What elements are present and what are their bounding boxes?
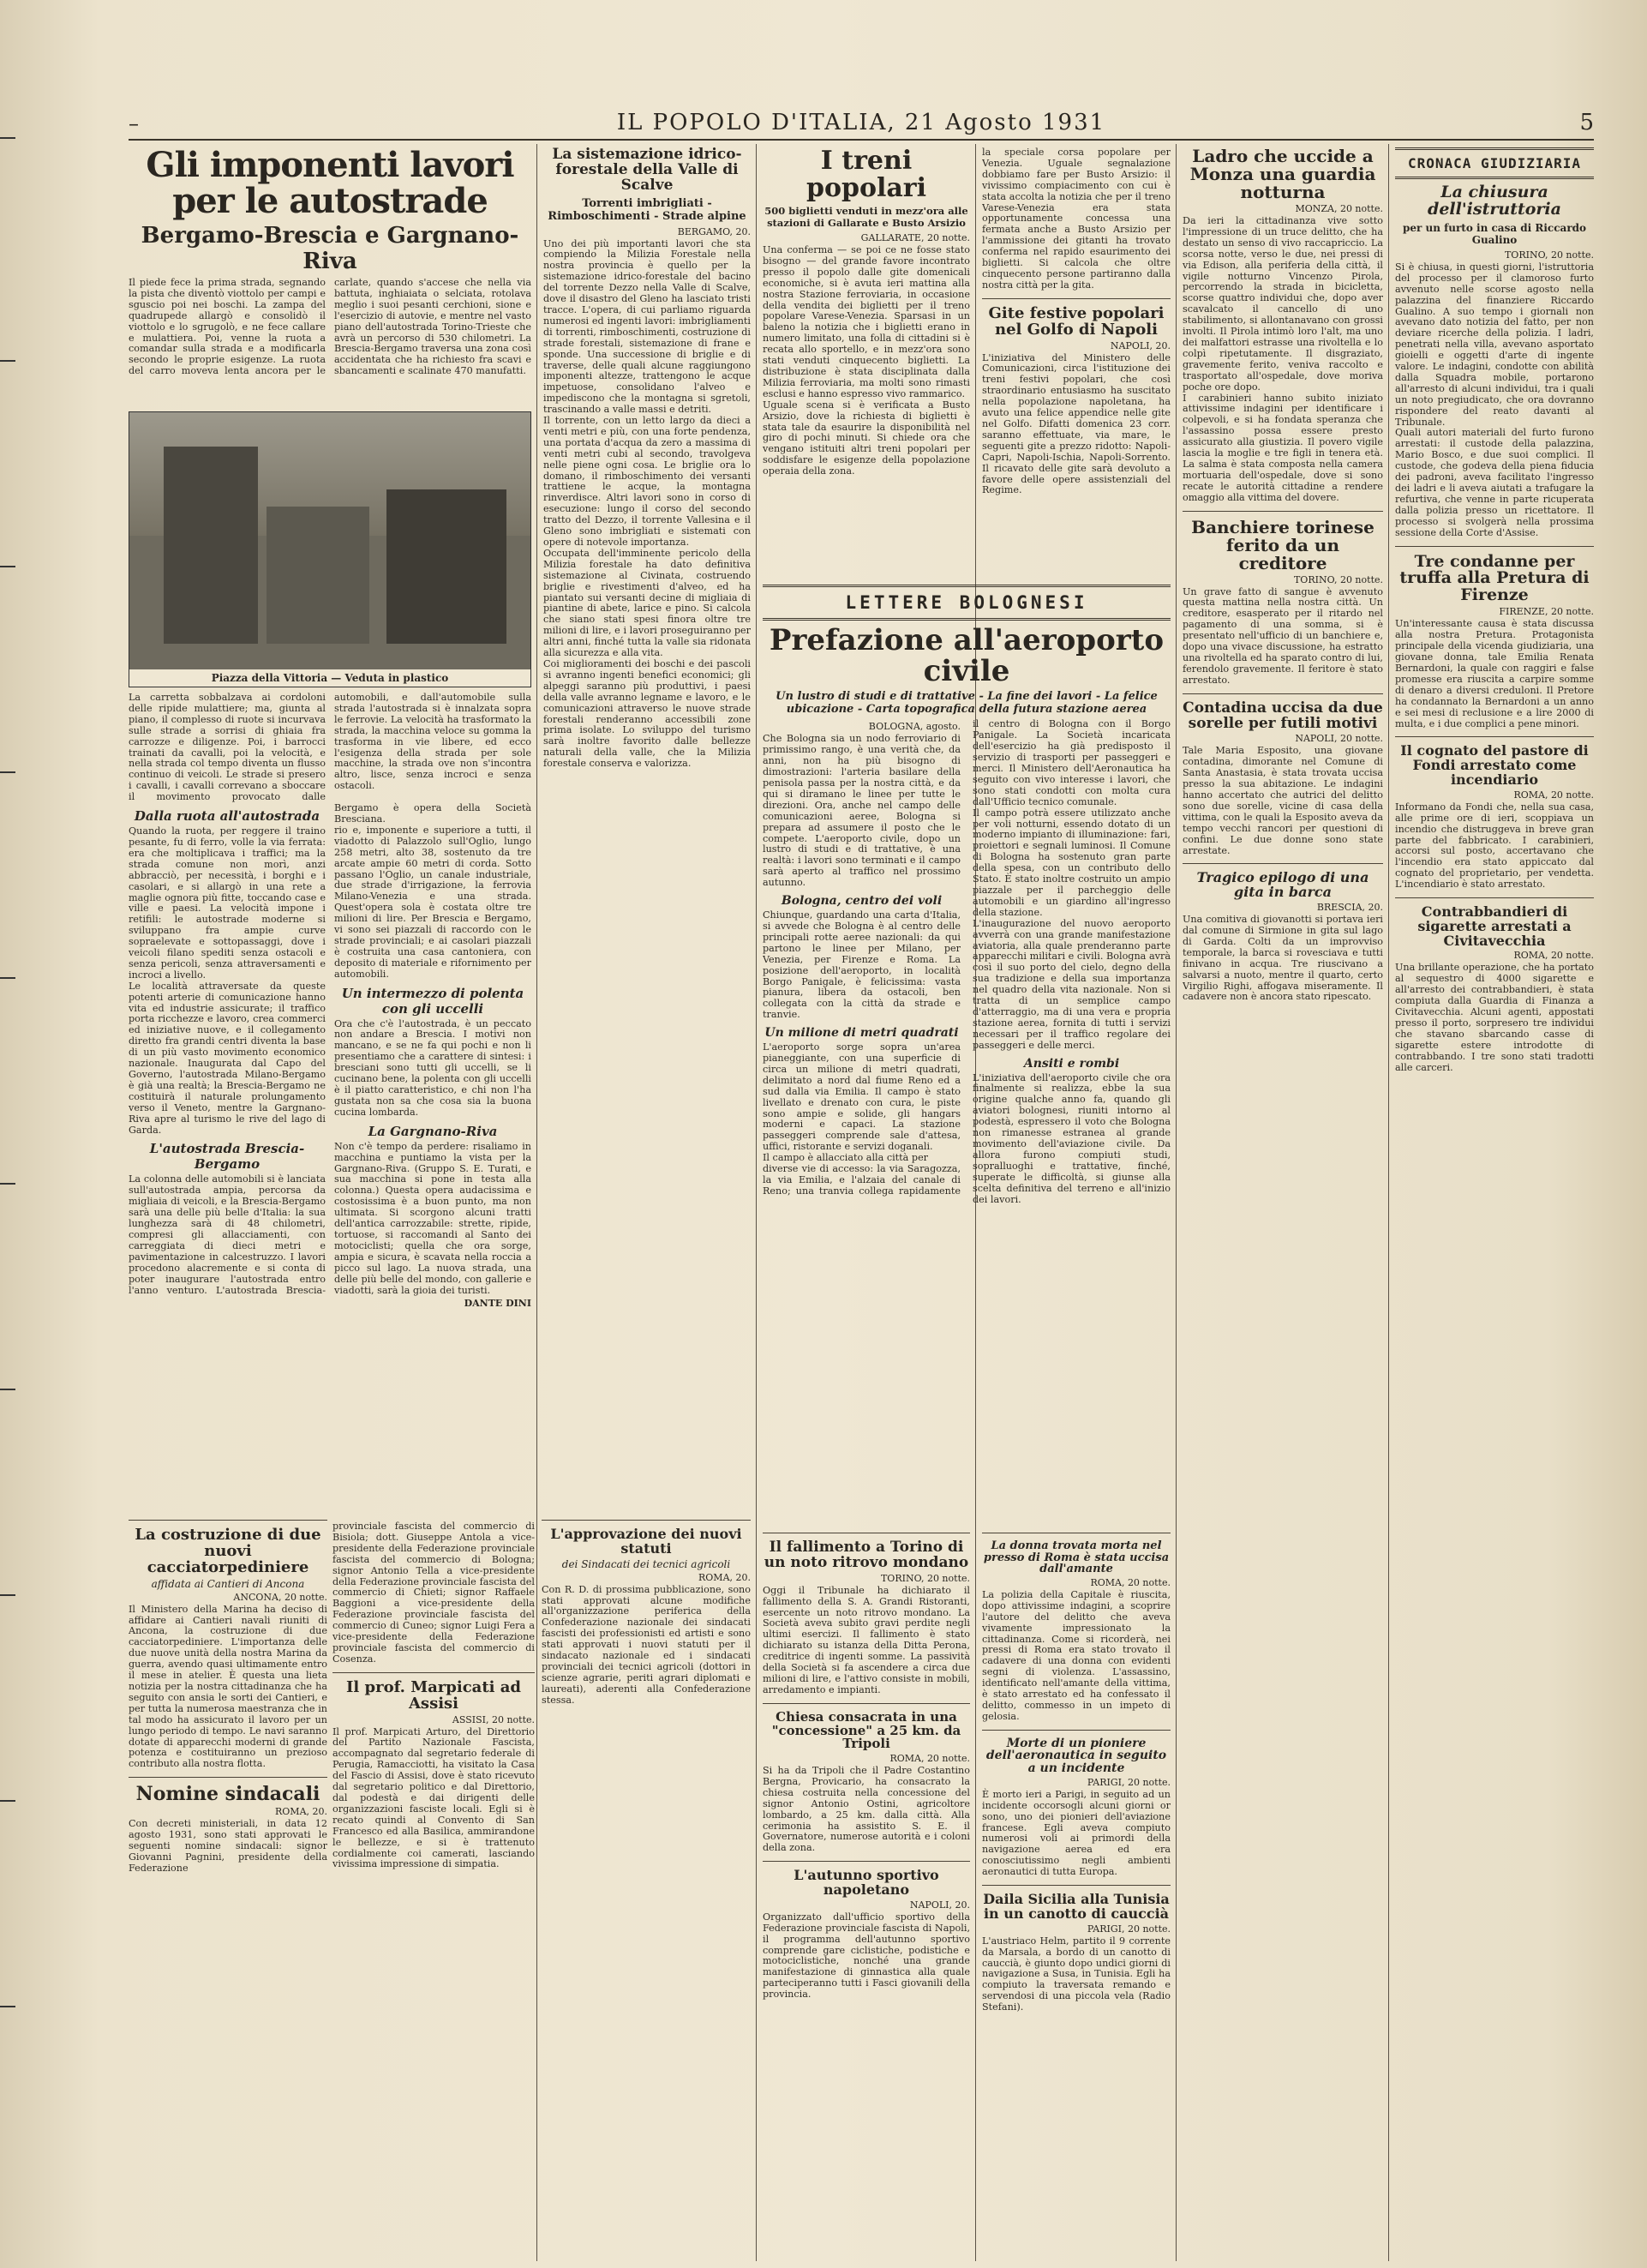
- headline: Il fallimento a Torino di un noto ritrovo mondano: [764, 1539, 969, 1571]
- subhead-ruota: Dalla ruota all'autostrada: [134, 808, 320, 825]
- body-text: Quando la ruota, per reggere il traino pesante, fu di ferro, volle la via ferrata: era che moltiplicava i traffici; ma la strada comune non morì, anzi abbracciò, per necessità, i borghi e i casolari, e si allargò in una rete a maglie ognora più fitte, toccando case e ville e paesi. La velocità impone i retifili: le autostrade moderne si sviluppano fra ampie curve sopraelevate e sottopassaggi, dove i veicoli filano spediti senza ostacoli e senza pericoli, senza attraversamenti e incroci a livello.: [129, 825, 326, 981]
- subhead: 500 biglietti venduti in mezz'ora alle stazioni di Gallarate e Busto Arsizio: [764, 205, 968, 229]
- binding-mark: [0, 2006, 15, 2007]
- dateline: TORINO, 20 notte.: [1504, 249, 1594, 261]
- dateline: NAPOLI, 20 notte.: [1295, 733, 1383, 745]
- body-text: Quali autori materiali del furto furono arrestati: il custode della palazzina, Mario Bosco, e due suoi complici. Il custode, che godeva della piena fiducia dei padroni, aveva facilitato l'ingresso dei ladri e li aveva aiutati a trafugare la refurtiva, che venne in parte ricuperata dalla polizia presso un ricettatore. Il processo si svolgerà nella prossima sessione della Corte d'Assise.: [1395, 427, 1594, 538]
- body-text: Non c'è tempo da perdere: risaliamo in macchina e puntiamo la vista per la Gargnano-Riva. (Gruppo S. E. Turati, e sua macchina si pone in testa alla colonna.) Questa opera audacissima e costosissima è a buon punto, ma non ultimata. Si scorgono alcuni tratti dell'antica carrozzabile: strette, ripide, tortuose, si raccomandi al Santo dei motociclisti; quella che ora sorge, ampia e sicura, è scavata nella roccia a picco sul lago. La nuova strada, una delle più belle del mondo, con gallerie e viadotti, sarà la gioia dei turisti.: [334, 1140, 531, 1296]
- headline: La costruzione di due nuovi cacciatorpediniere: [135, 1526, 321, 1576]
- body-text: La carretta sobbalzava ai cordoloni delle ripide mulattiere; ma, giunta al piano, il complesso di ruote si incurvava sulle strade a sorrisi di ghiaia fra carrozze e diligenze. Poi, i barrocci trainati da cavalli, poi la velocità, e nella strada col tempo diventa un flusso continuo di veicoli. Le strade si presero i cavalli, i cavalli correvano a sboccare il movimento provocato dalle automobili, e dall'automobile sulla strada l'autostrada si è innalzata sopra le ferrovie. La velocità ha trasformato la strada, la macchina veloce su gomma la trasforma in vie libere, ed ecco l'esigenza della strada per sole macchine, la strada ove non s'incontra altro, lisce, senza incroci e senza ostacoli.: [129, 692, 531, 803]
- binding-mark: [0, 977, 15, 979]
- signature: DANTE DINI: [464, 1298, 531, 1310]
- headline: Prefazione all'aeroporto civile: [769, 623, 1165, 688]
- binding-mark: [0, 1389, 15, 1390]
- dateline: ROMA, 20 notte.: [889, 1753, 970, 1764]
- body-text: Il piede fece la prima strada, segnando la pista che diventò viottolo per campi e sguscio poi nei boschi. La zampa del quadrupede allargò e consolidò il viottolo e lo sgrugolò, e ne fece callare e mulattiera. Poi, venne la ruota a comandar sulla strada e a modificarla secondo le proprie esigenze. La ruota del carro moveva lenta ancora per le carlate, quando s'accese che nella via battuta, inghiaiata o selciata, rotolava meglio i suoi pesanti cerchioni, sione e l'esercizio di autovie, e mentre nel vasto piano dell'autostrada Torino-Trieste che avrà un percorso di 530 chilometri. La Brescia-Bergamo traversa una zona così accidentata che ha richiesto fra scavi e sbancamenti e scalinate 470 manufatti.: [129, 277, 531, 377]
- column4-bottom: [982, 1526, 1171, 2259]
- binding-mark: [0, 771, 15, 773]
- headline: Gite festive popolari nel Golfo di Napoli: [988, 303, 1165, 339]
- body-text: Il campo potrà essere utilizzato anche per voli notturni, essendo dotato di un moderno impianto di illuminazione: fari, proiettori e segnali luminosi. Il Comune di Bologna ha sostenuto gran parte della spesa, con un contributo dello Stato. È stato inoltre costruito un ampio piazzale per il parcheggio delle automobili e un giardino all'ingresso della stazione.: [973, 807, 1171, 918]
- dateline: ROMA, 20.: [275, 1806, 327, 1818]
- body-text: Da ieri la cittadinanza vive sotto l'impressione di un truce delitto, che ha destato un senso di vivo raccapriccio. La scorsa notte, verso le due, nei pressi di via Edison, alla periferia della città, il vigile notturno Vincenzo Pirola, percorrendo la strada in bicicletta, scorse quattro individui che, dopo aver scavalcato il cancello di uno stabilimento, si allontanavano con grossi involti. Il Pirola intimò loro l'alt, ma uno dei malfattori estrasse una rivoltella e lo colpì ripetutamente. Il disgraziato, gravemente ferito, veniva raccolto e trasportato all'ospedale, dove moriva poche ore dopo.: [1183, 215, 1383, 393]
- body-text: Uno dei più importanti lavori che sta compiendo la Milizia Forestale nella nostra provincia è quello per la sistemazione idrico-forestale del bacino del torrente Dezzo nella Valle di Scalve, dove il disastro del Gleno ha lasciato tristi tracce. L'opera, di cui parliamo riguarda numerosi ed ingenti lavori: imbrigliamenti di torrenti, rimboschimenti, costruzione di strade forestali, sistemazione di frane e sponde. Una successione di briglie e di traverse, delle quali alcune raggiungono imponenti altezze, trattengono le acque impetuose, consolidano l'alveo e impediscono che la montagna si sgretoli, trascinando a valle massi e detriti.: [543, 237, 751, 416]
- subhead: affidata ai Cantieri di Ancona: [151, 1577, 305, 1590]
- dateline: PARIGI, 20 notte.: [1087, 1923, 1171, 1935]
- body-text: L'iniziativa del Ministero delle Comunicazioni, circa l'istituzione dei treni festivi popolari, che così straordinario entusiasmo ha suscitato nella popolazione napoletana, ha avuto una felice appendice nelle gite nel Golfo. Difatti domenica 23 corr. saranno effettuate, via mare, le seguenti gite a prezzo ridotto: Napoli-Capri, Napoli-Ischia, Napoli-Sorrento. Il ricavato delle gite sarà devoluto a favore delle opere assistenziali del Regime.: [982, 351, 1171, 496]
- dateline: ROMA, 20.: [698, 1571, 751, 1583]
- binding-mark: [0, 1594, 15, 1596]
- page-left-mark: –: [129, 111, 139, 135]
- dateline: NAPOLI, 20.: [909, 1899, 970, 1911]
- body-text: Il Ministero della Marina ha deciso di affidare ai Cantieri navali riuniti di Ancona, la costruzione di due cacciatorpediniere. L'importanza delle due nuove unità della nostra Marina da guerra, avendo quasi ultimamente entro il mese in atelier. È questa una lieta notizia per la nostra cittadinanza che ha seguito con ansia le sorti dei Cantieri, e per tutta la numerosa maestranza che in tal modo ha assicurato il lavoro per un lungo periodo di tempo. Le navi saranno dotate di apparecchi moderni di grande potenza e costituiranno un prezioso contributo alla nostra flotta.: [129, 1603, 327, 1770]
- subhead-ansiti: Ansiti e rombi: [1023, 1056, 1120, 1071]
- body-text: Che Bologna sia un nodo ferroviario di primissimo rango, è una verità che, da anni, non ha più bisogno di dimostrazioni: l'arteria basilare della penisola passa per la nostra città, e da qui si diramano le linee per tutte le direzioni. Ora, anche nel campo delle comunicazioni aeree, Bologna si prepara ad assumere il posto che le compete. L'aeroporto civile, dopo un lustro di studi e di trattative, è una realtà: i lavori sono terminati e il campo sarà aperto al traffico nel prossimo autunno.: [763, 733, 961, 889]
- subhead: Torrenti imbrigliati - Rimboschimenti - Strade alpine: [548, 196, 746, 223]
- body-text: Uguale scena si è verificata a Busto Arsizio, dove la richiesta di biglietti è stata tale da esaurire la disponibilità nel giro di pochi minuti. Si chiede ora che vengano istituiti altri treni popolari per soddisfare le esigenze della popolazione operaia della zona.: [763, 399, 970, 477]
- body-text: Organizzato dall'ufficio sportivo della Federazione provinciale fascista di Napoli, il programma dell'autunno sportivo comprende gare ciclistiche, podistiche e motociclistiche, nonché una grande manifestazione di ginnastica alla quale parteciperanno tutti i Fasci giovanili della provincia.: [763, 1911, 970, 2001]
- article-valle-scalve: [543, 147, 751, 1510]
- page-number: 5: [1579, 110, 1594, 135]
- column4-top: [982, 147, 1171, 576]
- building-shape: [386, 489, 506, 644]
- body-text: Una conferma — se poi ce ne fosse stato bisogno — del grande favore incontrato presso il popolo dalle gite domenicali economiche, si è avuta ieri mattina alla nostra Stazione ferroviaria, in occasione della vendita dei biglietti per il treno popolare Varese-Venezia. Sparsasi in un baleno la notizia che i biglietti erano in numero limitato, una folla di cittadini si è recata allo sportello, e in mezz'ora sono stati venduti cinquecento biglietti. La distribuzione è stata disciplinata dalla Milizia ferroviaria, ma molti sono rimasti esclusi e hanno espresso vivo rammarico.: [763, 244, 970, 399]
- headline: Chiesa consacrata in una "concessione" a 25 km. da Tripoli: [771, 1708, 961, 1752]
- dateline: BERGAMO, 20.: [677, 225, 751, 237]
- dateline: GALLARATE, 20 notte.: [860, 232, 970, 243]
- building-shape: [267, 507, 369, 644]
- column-rule: [756, 144, 757, 2261]
- headline: La donna trovata morta nel presso di Roma è stata uccisa dall'amante: [983, 1539, 1170, 1576]
- subhead-brescia-bergamo: L'autostrada Brescia-Bergamo: [149, 1141, 305, 1173]
- photo-piazza: [129, 411, 531, 687]
- headline: La chiusura dell'istruttoria: [1428, 183, 1561, 219]
- dateline: ASSISI, 20 notte.: [452, 1713, 535, 1725]
- subhead-milione: Un milione di metri quadrati: [764, 1026, 959, 1041]
- body-text: provinciale fascista del commercio di Bisiola; dott. Giuseppe Antola a vice-presidente della Federazione provinciale fascista del commercio di Bologna; signor Antonio Tella a vice-presidente della Federazione provinciale fascista del commercio di Chieti; signor Raffaele Baggioni a vice-presidente della Federazione provinciale fascista del commercio di Cuneo; signor Luigi Fera a vice-presidente della Federazione provinciale fascista del commercio di Cosenza.: [332, 1521, 535, 1665]
- two-col-body: [129, 803, 531, 1506]
- headline: L'autunno sportivo napoletano: [794, 1867, 939, 1899]
- subhead: Un lustro di studi e di trattative - La fine dei lavori - La felice ubicazione - Carta topografica della futura stazione aerea: [776, 690, 1158, 717]
- body-text: Chiunque, guardando una carta d'Italia, si avvede che Bologna è al centro delle principali rotte aeree nazionali: da qui partono le linee per Milano, per Venezia, per Firenze e Roma. La posizione dell'aeroporto, in località Borgo Panigale, è felicissima: vasta pianura, libera da ostacoli, ben collegata con la città da strade e tranvie.: [763, 909, 961, 1021]
- body-text: L'aeroporto sorge sopra un'area pianeggiante, con una superficie di circa un milione di metri quadrati, delimitato a nord dal fiume Reno ed a sud dalla via Emilia. Il campo è stato livellato e drenato con cura, le piste sono ampie e solide, gli hangars moderni e capaci. La stazione passeggeri comprende sale d'attesa, uffici, ristorante e servizi doganali.: [763, 1041, 961, 1153]
- body-text: È morto ieri a Parigi, in seguito ad un incidente occorsogli alcuni giorni or sono, uno dei pionieri dell'aviazione francese. Egli aveva compiuto numerosi voli ai primordi della navigazione aerea ed era conosciutissimo negli ambienti aeronautici di tutta Europa.: [982, 1788, 1171, 1878]
- column-rule: [1388, 144, 1389, 2261]
- dateline: TORINO, 20 notte.: [880, 1572, 970, 1584]
- article-statuti: [332, 1513, 751, 2259]
- article-cacciatorpediniere: [129, 1513, 327, 2259]
- building-shape: [164, 447, 258, 644]
- article-aeroporto: [763, 585, 1171, 1519]
- headline: Contrabbandieri di sigarette arrestati a Civitavecchia: [1417, 903, 1572, 949]
- headline: Tre condanne per truffa alla Pretura di Firenze: [1399, 551, 1590, 605]
- headline: I treni popolari: [806, 147, 926, 203]
- body-text: La polizia della Capitale è riuscita, dopo attivissime indagini, a scoprire l'autore del delitto che aveva vivamente impressionato la cittadinanza. Come si ricorderà, nei pressi di Roma era stato trovato il cadavere di una donna con evidenti segni di violenza. L'assassino, identificato nell'amante della vittima, è stato arrestato ed ha confessato il delitto, commesso in un impeto di gelosia.: [982, 1588, 1171, 1722]
- body-text: Coi miglioramenti dei boschi e dei pascoli si avranno ingenti benefici economici; gli alpeggi saranno più produttivi, i paesi della valle avranno legname e lavoro, e le comunicazioni attraverso le nuove strade forestali renderanno accessibili zone prima isolate. Lo sviluppo del turismo sarà inoltre favorito dalle bellezze naturali della valle, che la Milizia forestale conserva e valorizza.: [543, 657, 751, 770]
- column3-bottom: [763, 1526, 970, 2259]
- dateline: ROMA, 20 notte.: [1513, 950, 1594, 962]
- body-text: Ora che c'è l'autostrada, è un peccato non andare a Brescia. I motivi non mancano, e se ne fa qui pochi e non li presentiamo che a carattere di sintesi: i bresciani sono tutti gli uccelli, se li cucinano bene, la polenta con gli uccelli è il piatto caratteristico, e chi non l'ha gustata non sa che cosa sia la buona cucina lombarda.: [334, 1017, 531, 1118]
- subhead-centro-voli: Bologna, centro dei voli: [781, 894, 943, 909]
- body-text: Informano da Fondi che, nella sua casa, alle prime ore di ieri, scoppiava un incendio che distruggeva in breve gran parte del fabbricato. I carabinieri, accorsi sul posto, accertavano che l'incendio era stato appiccato dal cognato del proprietario, per vendetta. L'incendiario è stato arrestato.: [1395, 801, 1594, 891]
- binding-mark: [0, 137, 15, 139]
- two-col-body: [763, 719, 1171, 1491]
- page-header: [129, 106, 1594, 141]
- kicker-lettere-bolognesi: LETTERE BOLOGNESI: [763, 585, 1171, 621]
- headline: Gli imponenti lavori per le autostrade: [146, 147, 514, 221]
- body-text: Si è chiusa, in questi giorni, l'istruttoria del processo per il clamoroso furto avvenuto nelle scorse agosto nella palazzina del finanziere Riccardo Gualino. A suo tempo i giornali non avevano dato notizia del fatto, per non deviare ricerche della polizia. I ladri, penetrati nella villa, avevano asportato gioielli e oggetti d'arte di ingente valore. Le indagini, condotte con abilità dalla Squadra mobile, portarono all'arresto di alcuni individui, tra i quali un noto pregiudicato, che ora dovranno rispondere del reato davanti al Tribunale.: [1395, 261, 1594, 428]
- headline: Contadina uccisa da due sorelle per futili motivi: [1183, 699, 1383, 732]
- body-text: Con decreti ministeriali, in data 12 agosto 1931, sono stati approvati le seguenti nomine sindacali: signor Giovanni Pagnini, presidente della Federazione: [129, 1818, 327, 1874]
- body-text: Le località attraversate da queste potenti arterie di comunicazione hanno vita ed industrie assicurate; il traffico porta ricchezze e lavoro, crea commerci ed iniziative nuove, e il collegamento diretto fra grandi centri diventa la base di un più vasto movimento economico nazionale. Inaugurata dal Capo del Governo, l'autostrada Milano-Bergamo è già una realtà; la Brescia-Bergamo ne costituirà il naturale prolungamento verso il Veneto, mentre la Gargnano-Riva apre al turismo le rive del lago di Garda.: [129, 980, 326, 1136]
- dateline: ANCONA, 20 notte.: [233, 1591, 327, 1603]
- kicker-cronaca: CRONACA GIUDIZIARIA: [1395, 147, 1594, 179]
- body-text: I carabinieri hanno subito iniziato attivissime indagini per identificare i colpevoli, e si ha fondata speranza che l'assassino possa essere presto assicurato alla giustizia. Il povero vigile lascia la moglie e tre figli in tenera età. La salma è stata composta nella camera mortuaria dell'ospedale, dove si sono recate le autorità cittadine a rendere omaggio alla vittima del dovere.: [1183, 392, 1383, 503]
- body-text: Un grave fatto di sangue è avvenuto questa mattina nella nostra città. Un creditore, esasperato per il ritardo nel pagamento di una somma, si è presentato nell'ufficio di un banchiere e, dopo una vivace discussione, ha estratto una rivoltella ed ha sparato contro di lui, ferendolo gravemente. Il feritore è stato arrestato.: [1183, 585, 1383, 686]
- column6-cronaca-giudiziaria: [1395, 147, 1594, 2256]
- body-text: L'iniziativa dell'aeroporto civile che ora finalmente si realizza, ebbe la sua origine qualche anno fa, quando gli aviatori bolognesi, riuniti intorno al podestà, espressero il voto che Bologna non rimanesse estranea al grande movimento dell'aviazione civile. Da allora furono compiuti studi, sopralluoghi e trattative, finché, superate le difficoltà, si giunse alla scelta definitiva del terreno e all'inizio dei lavori.: [973, 1071, 1171, 1205]
- dateline: BOLOGNA, agosto.: [868, 721, 961, 733]
- body-text: Occupata dell'imminente pericolo della Milizia forestale ha dato definitiva sistemazione al Civinata, costruendo briglie e rivestimenti d'alveo, ed ha piantato sui versanti decine di migliaia di piantine di abete, larice e pino. Si calcola che siano stati spesi finora oltre tre milioni di lire, e i lavori proseguiranno per altri anni, finché tutta la valle sia ridonata alla sicurezza e alla vita.: [543, 547, 751, 659]
- binding-mark: [0, 1800, 15, 1802]
- body-text: Il prof. Marpicati Arturo, del Direttorio del Partito Nazionale Fascista, accompagnato dal segretario federale di Perugia, Ramacciotti, ha visitato la Casa del Fascio di Assisi, dove è stato ricevuto dal segretario politico e dal Direttorio, dal podestà e dai dirigenti delle organizzazioni fasciste locali. Egli si è recato quindi al Convento di San Francesco ed alla Basilica, ammirandone le bellezze, e si è trattenuto cordialmente coi camerati, lasciando vivissima impressione di simpatia.: [332, 1725, 535, 1870]
- body-text: L'austriaco Helm, partito il 9 corrente da Marsala, a bordo di un canotto di cauccià, è giunto dopo undici giorni di navigazione a Susa, in Tunisia. Egli ha compiuto la traversata remando e servendosi di una piccola vela (Radio Stefani).: [982, 1935, 1171, 2013]
- dateline: ROMA, 20 notte.: [1513, 789, 1594, 801]
- headline: La sistemazione idrico-forestale della Valle di Scalve: [552, 147, 742, 194]
- dateline: TORINO, 20 notte.: [1293, 573, 1383, 585]
- headline: Banchiere torinese ferito da un creditore: [1191, 516, 1374, 573]
- article-autostrade: [129, 147, 531, 1506]
- column5: [1183, 147, 1383, 2256]
- body-text: diverse vie di accesso: la via Saragozza, la via Emilia, e l'alzaia del canale di Reno; una tranvia collega rapidamente il centro di Bologna con il Borgo Panigale. La Società incaricata dell'esercizio ha già predisposto il servizio di trasporti per passeggeri e merci. Il Ministero dell'Aeronautica ha seguito con vivo interesse i lavori, che sono stati condotti con molta cura dall'Ufficio tecnico comunale.: [763, 718, 1171, 1197]
- headline: Nomine sindacali: [135, 1783, 320, 1806]
- dateline: FIRENZE, 20 notte.: [1499, 606, 1594, 618]
- headline: Il cognato del pastore di Fondi arrestato come incendiario: [1400, 742, 1589, 788]
- subhead-polenta: Un intermezzo di polenta con gli uccelli: [341, 985, 524, 1017]
- binding-mark: [0, 360, 15, 362]
- headline: Morte di un pioniere dell'aeronautica in seguito a un incidente: [985, 1736, 1167, 1776]
- masthead: IL POPOLO D'ITALIA, 21 Agosto 1931: [616, 110, 1106, 135]
- dateline: BRESCIA, 20.: [1316, 902, 1383, 914]
- body-text: Con R. D. di prossima pubblicazione, sono stati approvati alcune modifiche all'organizzazione periferica della Confederazione nazionale dei sindacati fascisti dei professionisti ed artisti e sono stati approvati i nuovi statuti per il sindacato nazionale ed i sindacati provinciali dei tecnici agricoli (dottori in scienze agrarie, periti agrari diplomati e laureati), aderenti alla Confederazione stessa.: [542, 1583, 751, 1706]
- body-text: Un'interessante causa è stata discussa alla nostra Pretura. Protagonista principale della vicenda giudiziaria, una giovane donna, tale Emilia Renata Bernardoni, la quale con raggiri e false promesse era riuscita a carpire somme di denaro a diversi creduloni. Il Pretore ha condannato la Bernardoni a un anno e sei mesi di reclusione e a lire 2000 di multa, e i due complici a pene minori.: [1395, 618, 1594, 729]
- body-text: Una brillante operazione, che ha portato al sequestro di 4000 sigarette e all'arresto dei contrabbandieri, è stata compiuta dalla Guardia di Finanza a Civitavecchia. Alcuni agenti, appostati presso il porto, sorpresero tre individui che stavano sbarcando casse di sigarette estere introdotte di contrabbando. I tre sono stati tradotti alle carceri.: [1395, 962, 1594, 1073]
- dateline: ROMA, 20 notte.: [1090, 1576, 1171, 1588]
- dateline: MONZA, 20 notte.: [1295, 203, 1383, 214]
- body-text: Il campo è allacciato alla città per: [763, 1152, 929, 1164]
- body-text: la speciale corsa popolare per Venezia. Uguale segnalazione dobbiamo fare per Busto Arsizio: il vivissimo compiacimento con cui è stata accolta la notizia che per il treno Varese-Venezia era stata opportunamente concessa una fermata anche a Busto Arsizio per l'ammissione dei gitanti ha trovato conferma nel rapido esaurimento dei biglietti. Si calcola che oltre cinquecento persone partiranno dalla nostra città per la gita.: [982, 147, 1171, 291]
- body-text: rio e, imponente e superiore a tutti, il viadotto di Palazzolo sull'Oglio, lungo 258 metri, alto 38, sostenuto da tre arcate ampie 60 metri di corda. Sotto passano l'Oglio, un canale industriale, due strade d'irrigazione, la ferrovia Milano-Venezia e una strada. Quest'opera sola è costata oltre tre milioni di lire. Per Brescia e Bergamo, vi sono sei piazzali di raccordo con le strade provinciali; e ai casolari piazzali è costruita una casa cantoniera, con deposito di materiale e rifornimento per automobili.: [334, 824, 531, 980]
- article-treni-popolari: [763, 147, 970, 576]
- subhead: Bergamo-Brescia e Gargnano-Riva: [141, 223, 519, 274]
- headline: Il prof. Marpicati ad Assisi: [345, 1677, 522, 1713]
- binding-mark: [0, 1183, 15, 1185]
- body-text: Tale Maria Esposito, una giovane contadina, dimorante nel Comune di Santa Anastasia, è stata trovata uccisa presso la sua abitazione. Le indagini hanno accertato che autrici del delitto sono due sorelle, vicine di casa della vittima, con le quali la Esposito aveva da tempo vecchi rancori per questioni di confini. Le due donne sono state arrestate.: [1183, 745, 1383, 856]
- body-text: Una comitiva di giovanotti si portava ieri dal comune di Sirmione in gita sul lago di Garda. Colti da un improvviso temporale, la barca si rovesciava e tutti finivano in acqua. Tre riuscivano a salvarsi a nuoto, mentre il quarto, certo Virgilio Righi, affogava miseramente. Il cadavere non è ancora stato ripescato.: [1183, 914, 1383, 1003]
- headline: Daila Sicilia alla Tunisia in un canotto di cauccià: [983, 1891, 1170, 1922]
- body-text: La colonna delle automobili si è lanciata sull'autostrada ampia, percorsa da migliaia di veicoli, e la Brescia-Bergamo sarà una delle più belle d'Italia: la sua lunghezza sarà di 48 chilometri, compresi gli allacciamenti, con carreggiata di dieci metri e pavimentazione in calcestruzzo. I lavori procedono alacremente e si conta di poter inaugurare l'autostrada entro l'anno venturo. L'autostrada Brescia-Bergamo è opera della Società Bresciana.: [129, 802, 531, 1296]
- subhead: per un furto in casa di Riccardo Gualino: [1402, 221, 1587, 246]
- subhead-gargnano: La Gargnano-Riva: [368, 1123, 498, 1139]
- dateline: NAPOLI, 20.: [1110, 339, 1171, 351]
- headline: Tragico epilogo di una gita in barca: [1196, 869, 1369, 901]
- column-rule: [1176, 144, 1177, 2261]
- headline: L'approvazione dei nuovi statuti: [550, 1526, 742, 1557]
- dateline: PARIGI, 20 notte.: [1087, 1776, 1171, 1788]
- photo-caption: Piazza della Vittoria — Veduta in plastico: [129, 669, 530, 687]
- body-text: L'inaugurazione del nuovo aeroporto avverrà con una grande manifestazione aviatoria, alla quale prenderanno parte apparecchi militari e civili. Bologna avrà così il suo porto del cielo, degno della sua tradizione e della sua importanza nel quadro della vita nazionale. Non si tratta di un semplice campo d'atterraggio, ma di una vera e propria stazione aerea, fornita di tutti i servizi necessari per il traffico regolare dei passeggeri e delle merci.: [973, 917, 1171, 1051]
- body-text: Oggi il Tribunale ha dichiarato il fallimento della S. A. Grandi Ristoranti, esercente un noto ritrovo mondano. La Società aveva subito gravi perdite negli ultimi esercizi. Il fallimento è stato dichiarato su istanza della Ditta Perona, creditrice di ingenti somme. La passività della Società si fa ascendere a circa due milioni di lire, e l'attivo consiste in mobili, arredamento e impianti.: [763, 1584, 970, 1695]
- headline: Ladro che uccide a Monza una guardia notturna: [1189, 147, 1376, 202]
- binding-mark: [0, 566, 15, 567]
- body-text: Si ha da Tripoli che il Padre Costantino Bergna, Provicario, ha consacrato la chiesa costruita nella concessione del signor Antonio Ostini, agricoltore lombardo, a 25 km. dalla città. Alla cerimonia ha assistito S. E. il Governatore, numerose autorità e i coloni della zona.: [763, 1765, 970, 1854]
- subhead: dei Sindacati dei tecnici agricoli: [561, 1557, 731, 1570]
- body-text: Il torrente, con un letto largo da dieci a venti metri e più, con una forte pendenza, una portata d'acqua da zero a massima di venti metri cubi al secondo, travolgeva nelle piene ogni cosa. Le briglie ora lo domano, il rimboschimento dei versanti trattiene le acque, la montagna rinverdisce. Altri lavori sono in corso di esecuzione: lungo il corso del secondo tratto del Dezzo, il torrente Vallesina e il Gleno sono imbrigliati e sistemati con opere di notevole importanza.: [543, 415, 751, 548]
